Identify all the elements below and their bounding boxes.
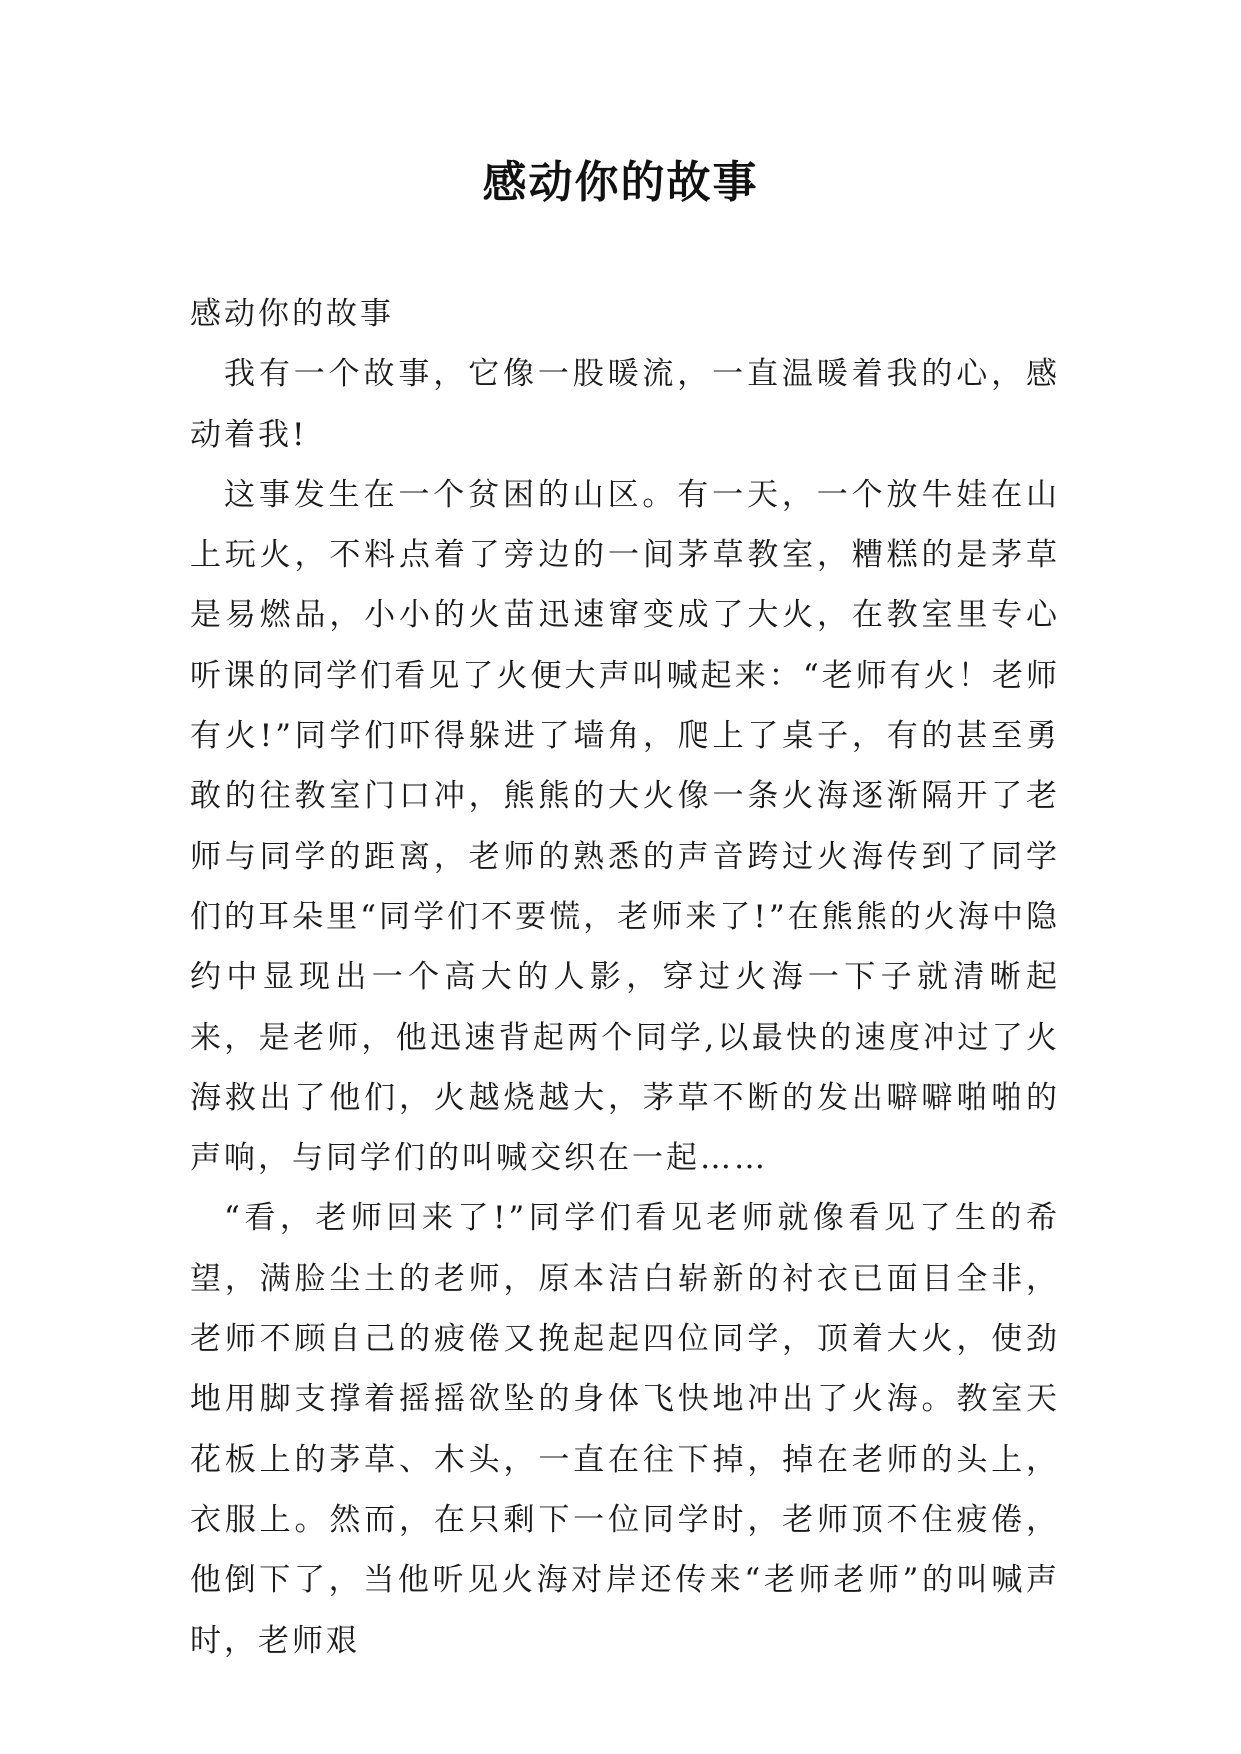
document-title: 感动你的故事 xyxy=(482,157,759,208)
paragraph-fire-story: 这事发生在一个贫困的山区。有一天，一个放牛娃在山上玩火，不料点着了旁边的一间茅草教室，糟糕的是茅草是易燃品，小小的火苗迅速窜变成了大火，在教室里专心听课的同学们看见了火便大声叫喊起来：“老师有火！老师有火!”同学们吓得躲进了墙角，爬上了桌子，有的甚至勇敢的往教室门口冲，熊熊的大火像一条火海逐渐隔开了老师与同学的距离，老师的熟悉的声音跨过火海传到了同学们的耳朵里“同学们不要慌，老师来了!”在熊熊的火海中隐约中显现出一个高大的人影，穿过火海一下子就清晰起来，是老师，他迅速背起两个同学,以最快的速度冲过了火海救出了他们，火越烧越大，茅草不断的发出噼噼啪啪的声响，与同学们的叫喊交织在一起…… xyxy=(190,476,1060,1177)
document-body xyxy=(190,284,1060,1671)
paragraph-heading: 感动你的故事 xyxy=(190,296,394,332)
paragraph-intro: 我有一个故事，它像一股暖流，一直温暖着我的心，感动着我! xyxy=(190,356,1060,453)
paragraph-teacher-returns: “看，老师回来了!”同学们看见老师就像看见了生的希望，满脸尘土的老师，原本洁白崭新的衬衣已面目全非，老师不顾自己的疲倦又挽起起四位同学，顶着大火，使劲地用脚支撑着摇摇欲坠的身体飞快地冲出了火海。教室天花板上的茅草、木头，一直在往下掉，掉在老师的头上，衣服上。然而，在只剩下一位同学时，老师顶不住疲倦，他倒下了，当他听见火海对岸还传来“老师老师”的叫喊声时，老师艰 xyxy=(190,1200,1060,1659)
